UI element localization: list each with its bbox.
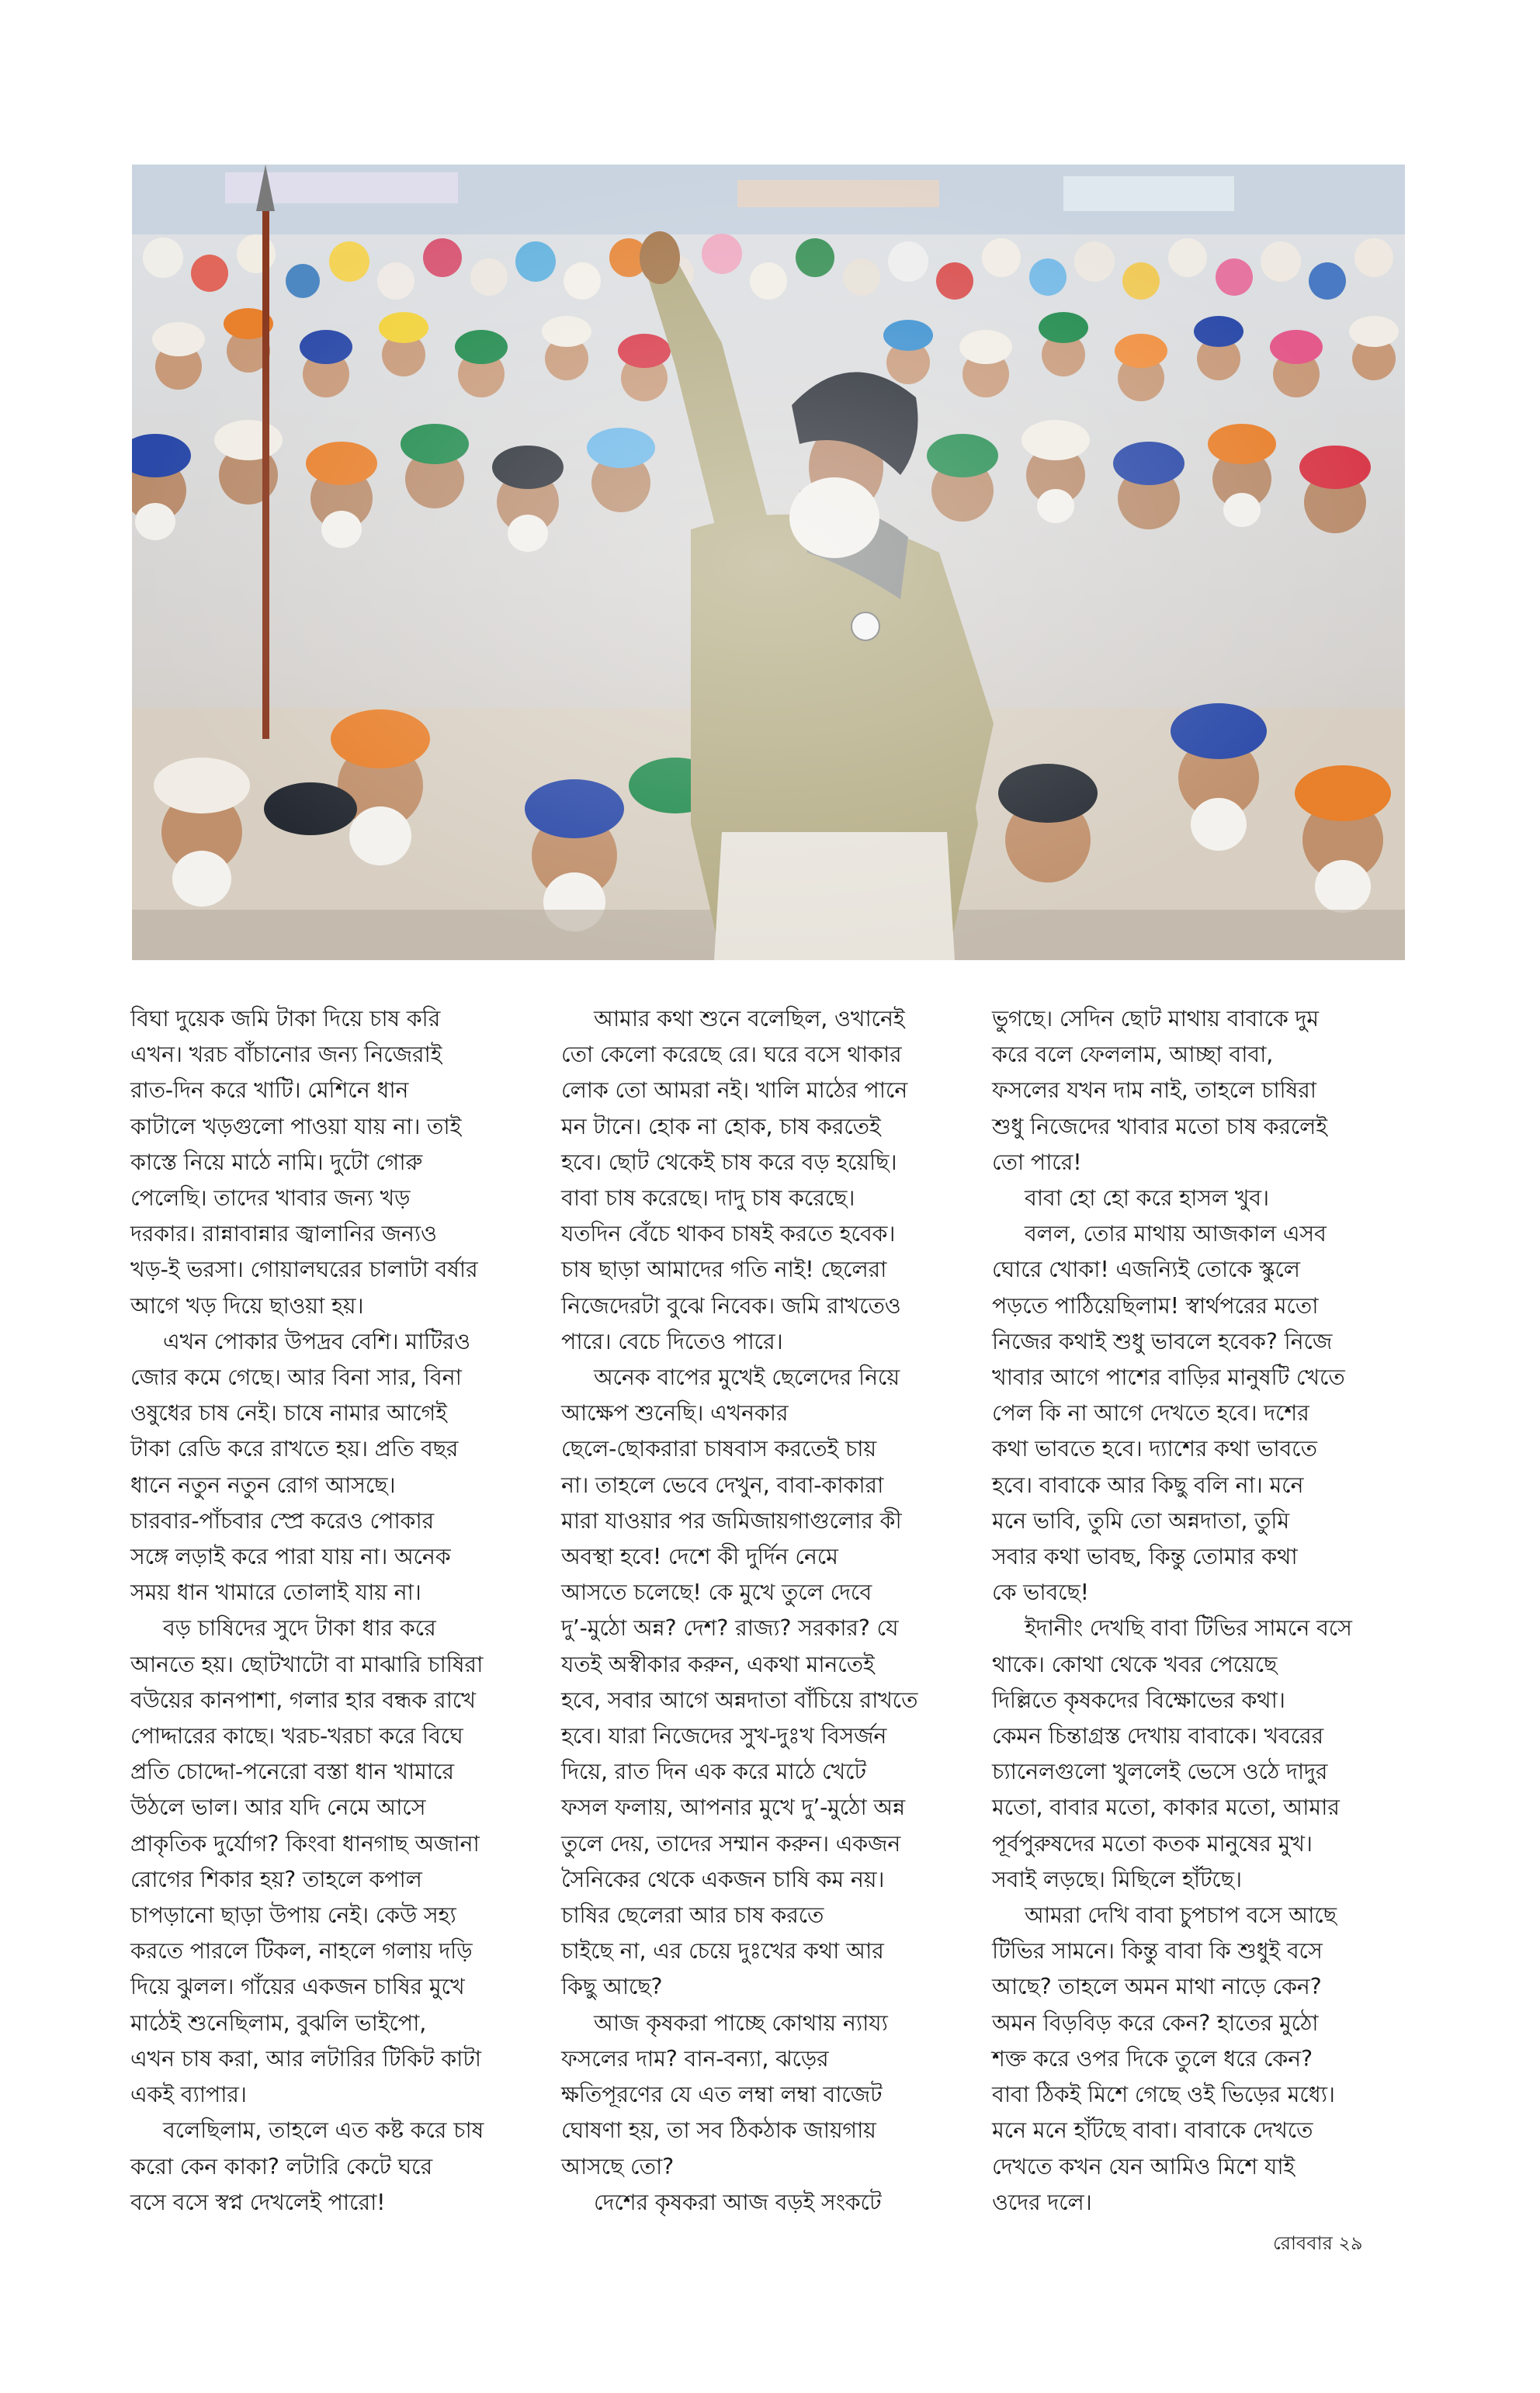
text-line: শুধু নিজেদের খাবার মতো চাষ করলেই xyxy=(992,1113,1327,1139)
text-line: উঠলে ভাল। আর যদি নেমে আসে xyxy=(130,1795,426,1821)
text-line: আসতে চলেছে! কে মুখে তুলে দেবে xyxy=(561,1580,872,1606)
article-column-3 xyxy=(992,1001,1403,2221)
text-line: আগে খড় দিয়ে ছাওয়া হয়। xyxy=(130,1292,364,1319)
text-line: দেশের কৃষকরা আজ বড়ই সংকটে xyxy=(594,2189,882,2215)
text-line: ওদের দলে। xyxy=(992,2189,1092,2215)
text-line: ছেলে-ছোকরারা চাষবাস করতেই চায় xyxy=(561,1436,876,1462)
text-line: ওষুধের চাষ নেই। চাষে নামার আগেই xyxy=(130,1400,447,1427)
text-line: নিজেদেরটা বুঝে নিবেক। জমি রাখতেও xyxy=(561,1292,901,1319)
text-line: একই ব্যাপার। xyxy=(130,2082,247,2108)
text-line: চারবার-পাঁচবার স্প্রে করেও পোকার xyxy=(130,1507,435,1534)
text-line: মতো, বাবার মতো, কাকার মতো, আমার xyxy=(992,1795,1340,1821)
text-line: ক্ষতিপূরণের যে এত লম্বা লম্বা বাজেট xyxy=(561,2082,883,2108)
text-line: অবস্থা হবে! দেশে কী দুর্দিন নেমে xyxy=(561,1544,838,1570)
text-line: চাইছে না, এর চেয়ে দুঃখের কথা আর xyxy=(561,1938,884,1965)
text-line: দু’-মুঠো অন্ন? দেশ? রাজ্য? সরকার? যে xyxy=(561,1615,899,1642)
text-line: জোর কমে গেছে। আর বিনা সার, বিনা xyxy=(130,1365,462,1391)
article-photo-protest-crowd xyxy=(132,165,1405,960)
text-line: বাবা চাষ করেছে। দাদু চাষ করেছে। xyxy=(561,1185,855,1212)
text-line: আমরা দেখি বাবা চুপচাপ বসে আছে xyxy=(1025,1902,1337,1929)
text-line: পূর্বপুরুষদের মতো কতক মানুষের মুখ। xyxy=(992,1830,1313,1857)
text-line: সবার কথা ভাবছ, কিন্তু তোমার কথা xyxy=(992,1544,1298,1570)
text-line: পড়তে পাঠিয়েছিলাম! স্বার্থপরের মতো xyxy=(992,1292,1319,1319)
text-line: আসছে তো? xyxy=(561,2153,674,2180)
text-line: কে ভাবছে! xyxy=(992,1580,1089,1606)
text-line: শক্ত করে ওপর দিকে তুলে ধরে কেন? xyxy=(992,2045,1313,2072)
text-line: সময় ধান খামারে তোলাই যায় না। xyxy=(130,1580,421,1606)
page-footer xyxy=(1273,2229,1363,2260)
text-line: টিভির সামনে। কিন্তু বাবা কি শুধুই বসে xyxy=(992,1938,1323,1965)
text-line: আমার কথা শুনে বলেছিল, ওখানেই xyxy=(594,1006,905,1032)
text-line: করতে পারলে টিকল, নাহলে গলায় দড়ি xyxy=(130,1938,473,1965)
text-line: নিজের কথাই শুধু ভাবলে হবেক? নিজে xyxy=(992,1328,1333,1354)
text-line: তো কেলো করেছে রে। ঘরে বসে থাকার xyxy=(561,1042,902,1068)
crowd-illustration xyxy=(132,165,1405,960)
text-line: ফসলের যখন দাম নাই, তাহলে চাষিরা xyxy=(992,1077,1316,1104)
text-line: যতদিন বেঁচে থাকব চাষই করতে হবেক। xyxy=(561,1221,896,1247)
text-line: প্রতি চোদ্দো-পনেরো বস্তা ধান খামারে xyxy=(130,1759,454,1785)
text-line: মনে মনে হাঁটছে বাবা। বাবাকে দেখতে xyxy=(992,2117,1313,2144)
text-line: দিল্লিতে কৃষকদের বিক্ষোভের কথা। xyxy=(992,1687,1285,1713)
text-line: রাত-দিন করে খাটি। মেশিনে ধান xyxy=(130,1077,409,1104)
text-line: বাবা ঠিকই মিশে গেছে ওই ভিড়ের মধ্যে। xyxy=(992,2082,1335,2108)
text-line: বিঘা দুয়েক জমি টাকা দিয়ে চাষ করি xyxy=(130,1006,441,1032)
text-line: চাষির ছেলেরা আর চাষ করতে xyxy=(561,1902,824,1929)
text-line: প্রাকৃতিক দুর্যোগ? কিংবা ধানগাছ অজানা xyxy=(130,1830,480,1857)
text-line: কেমন চিন্তাগ্রস্ত দেখায় বাবাকে। খবরের xyxy=(992,1723,1323,1750)
text-line: ফসলের দাম? বান-বন্যা, ঝড়ের xyxy=(561,2045,829,2072)
text-line: মাঠেই শুনেছিলাম, বুঝলি ভাইপো, xyxy=(130,2010,427,2036)
text-line: বসে বসে স্বপ্ন দেখলেই পারো! xyxy=(130,2189,386,2215)
text-line: কথা ভাবতে হবে। দ্যাশের কথা ভাবতে xyxy=(992,1436,1317,1462)
text-line: ঘোষণা হয়, তা সব ঠিকঠাক জায়গায় xyxy=(561,2117,876,2144)
text-line: এখন পোকার উপদ্রব বেশি। মাটিরও xyxy=(163,1328,470,1354)
text-line: রোগের শিকার হয়? তাহলে কপাল xyxy=(130,1866,422,1892)
text-line: যতই অস্বীকার করুন, একথা মানতেই xyxy=(561,1651,875,1677)
text-line: না। তাহলে ভেবে দেখুন, বাবা-কাকারা xyxy=(561,1472,884,1498)
text-line: টাকা রেডি করে রাখতে হয়। প্রতি বছর xyxy=(130,1436,459,1462)
text-line: আজ কৃষকরা পাচ্ছে কোথায় ন্যায্য xyxy=(594,2010,888,2036)
text-line: বড় চাষিদের সুদে টাকা ধার করে xyxy=(163,1615,436,1642)
text-line: ইদানীং দেখছি বাবা টিভির সামনে বসে xyxy=(1025,1615,1352,1642)
text-line: পেল কি না আগে দেখতে হবে। দশের xyxy=(992,1400,1309,1427)
text-line: বউয়ের কানপাশা, গলার হার বন্ধক রাখে xyxy=(130,1687,476,1713)
article-body xyxy=(130,1001,1411,2215)
text-line: পারে। বেচে দিতেও পারে। xyxy=(561,1328,783,1354)
text-line: কিছু আছে? xyxy=(561,1974,663,2000)
text-line: খড়-ই ভরসা। গোয়ালঘরের চালাটা বর্ষার xyxy=(130,1257,478,1283)
text-line: খাবার আগে পাশের বাড়ির মানুষটি খেতে xyxy=(992,1365,1345,1391)
text-line: মনে ভাবি, তুমি তো অন্নদাতা, তুমি xyxy=(992,1507,1289,1534)
text-line: হবে। যারা নিজেদের সুখ-দুঃখ বিসর্জন xyxy=(561,1723,887,1750)
text-line: এখন চাষ করা, আর লটারির টিকিট কাটা xyxy=(130,2045,481,2072)
text-line: ফসল ফলায়, আপনার মুখে দু’-মুঠো অন্ন xyxy=(561,1795,905,1821)
text-line: সঙ্গে লড়াই করে পারা যায় না। অনেক xyxy=(130,1544,451,1570)
text-line: হবে। বাবাকে আর কিছু বলি না। মনে xyxy=(992,1472,1304,1498)
page-number: ২৯ xyxy=(1338,2232,1363,2254)
text-line: অনেক বাপের মুখেই ছেলেদের নিয়ে xyxy=(594,1365,900,1391)
publication-name: রোববার xyxy=(1273,2232,1333,2254)
text-line: কাস্তে নিয়ে মাঠে নামি। দুটো গোরু xyxy=(130,1149,423,1175)
text-line: তুলে দেয়, তাদের সম্মান করুন। একজন xyxy=(561,1830,901,1857)
text-line: সবাই লড়ছে। মিছিলে হাঁটছে। xyxy=(992,1866,1242,1892)
text-line: তো পারে! xyxy=(992,1149,1082,1175)
text-line: আছে? তাহলে অমন মাথা নাড়ে কেন? xyxy=(992,1974,1322,2000)
text-line: হবে, সবার আগে অন্নদাতা বাঁচিয়ে রাখতে xyxy=(561,1687,918,1713)
text-line: আক্ষেপ শুনেছি। এখনকার xyxy=(561,1400,789,1427)
text-line: বাবা হো হো করে হাসল খুব। xyxy=(1025,1185,1269,1212)
text-line: বলেছিলাম, তাহলে এত কষ্ট করে চাষ xyxy=(163,2117,484,2144)
text-line: দিয়ে, রাত দিন এক করে মাঠে খেটে xyxy=(561,1759,866,1785)
text-line: লোক তো আমরা নই। খালি মাঠের পানে xyxy=(561,1077,908,1104)
text-line: এখন। খরচ বাঁচানোর জন্য নিজেরাই xyxy=(130,1042,442,1068)
text-line: ভুগছে। সেদিন ছোট মাথায় বাবাকে দুম xyxy=(992,1006,1319,1032)
text-line: সৈনিকের থেকে একজন চাষি কম নয়। xyxy=(561,1866,885,1892)
text-line: মন টানে। হোক না হোক, চাষ করতেই xyxy=(561,1113,881,1139)
text-line: ধানে নতুন নতুন রোগ আসছে। xyxy=(130,1472,396,1498)
text-line: বলল, তোর মাথায় আজকাল এসব xyxy=(1025,1221,1327,1247)
text-line: করো কেন কাকা? লটারি কেটে ঘরে xyxy=(130,2153,432,2180)
text-line: মারা যাওয়ার পর জমিজায়গাগুলোর কী xyxy=(561,1507,902,1534)
text-line: দেখতে কখন যেন আমিও মিশে যাই xyxy=(992,2153,1295,2180)
text-line: আনতে হয়। ছোটখাটো বা মাঝারি চাষিরা xyxy=(130,1651,484,1677)
text-line: দিয়ে ঝুলল। গাঁয়ের একজন চাষির মুখে xyxy=(130,1974,465,2000)
text-line: হবে। ছোট থেকেই চাষ করে বড় হয়েছি। xyxy=(561,1149,897,1175)
text-line: ঘোরে খোকা! এজন্যিই তোকে স্কুলে xyxy=(992,1257,1300,1283)
text-line: অমন বিড়বিড় করে কেন? হাতের মুঠো xyxy=(992,2010,1319,2036)
text-line: পেলেছি। তাদের খাবার জন্য খড় xyxy=(130,1185,411,1212)
text-line: কাটালে খড়গুলো পাওয়া যায় না। তাই xyxy=(130,1113,462,1139)
text-line: চ্যানেলগুলো খুললেই ভেসে ওঠে দাদুর xyxy=(992,1759,1328,1785)
text-line: চাষ ছাড়া আমাদের গতি নাই! ছেলেরা xyxy=(561,1257,887,1283)
article-column-1 xyxy=(130,1001,526,2221)
text-line: করে বলে ফেললাম, আচ্ছা বাবা, xyxy=(992,1042,1274,1068)
text-line: থাকে। কোথা থেকে খবর পেয়েছে xyxy=(992,1651,1278,1677)
text-line: চাপড়ানো ছাড়া উপায় নেই। কেউ সহ্য xyxy=(130,1902,456,1929)
article-column-2 xyxy=(561,1001,965,2221)
text-line: পোদ্দারের কাছে। খরচ-খরচা করে বিঘে xyxy=(130,1723,463,1750)
text-line: দরকার। রান্নাবান্নার জ্বালানির জন্যও xyxy=(130,1221,437,1247)
